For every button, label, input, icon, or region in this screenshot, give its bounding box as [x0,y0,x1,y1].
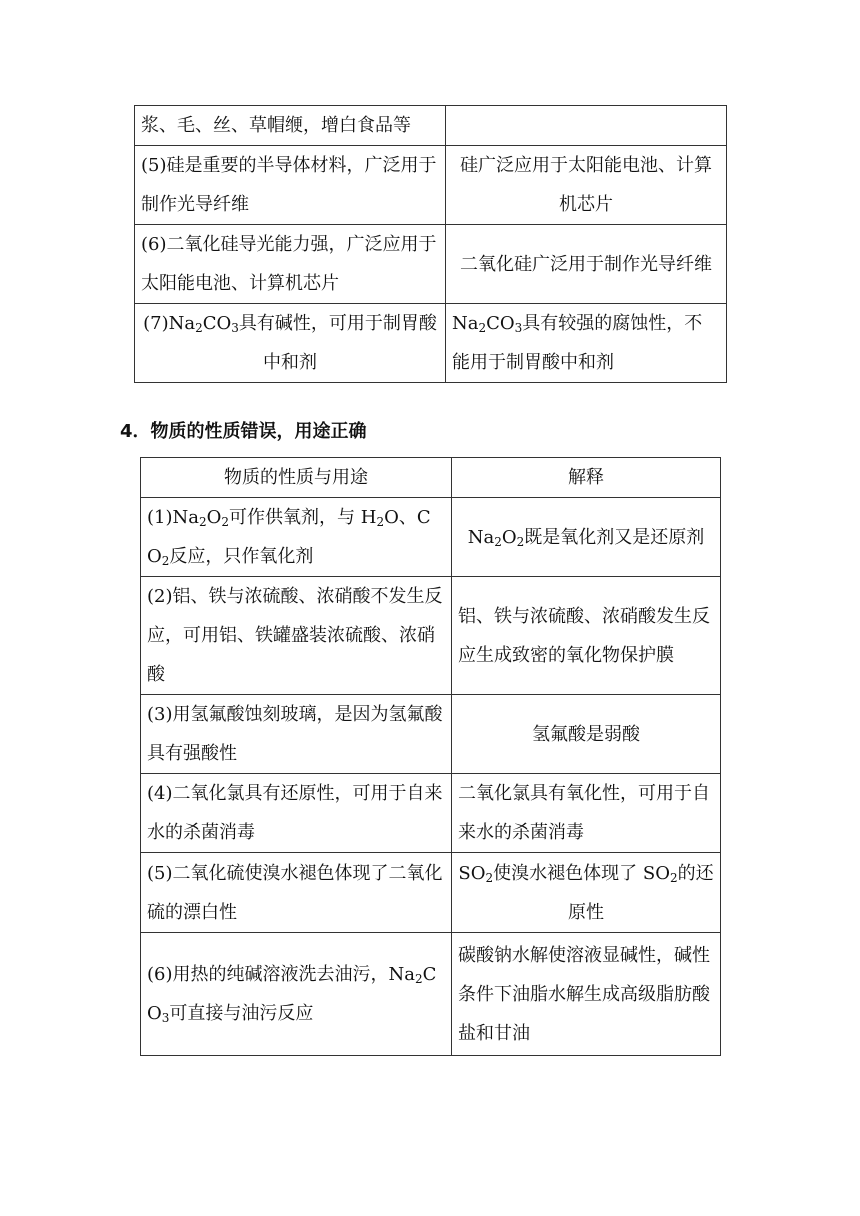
table-cell: (5)硅是重要的半导体材料，广泛用于制作光导纤维 [135,146,446,225]
table-cell: (5)二氧化硫使溴水褪色体现了二氧化硫的漂白性 [141,853,452,933]
table-row [135,304,727,383]
table-cell: (4)二氧化氯具有还原性，可用于自来水的杀菌消毒 [141,774,452,853]
table-cell: 铝、铁与浓硫酸、浓硝酸发生反应生成致密的氧化物保护膜 [452,577,721,695]
table-cell: $(1)Na_2O_2$可作供氧剂，与 $H_2O$、$CO_2$反应，只作氧化剂 [141,498,452,577]
table-cell: 浆、毛、丝、草帽缏，增白食品等 [135,106,446,146]
table-cell-empty [446,106,727,146]
table-row [141,695,721,774]
table-cell: (2)铝、铁与浓硫酸、浓硝酸不发生反应，可用铝、铁罐盛装浓硫酸、浓硝酸 [141,577,452,695]
table-cell: (6)二氧化硅导光能力强，广泛应用于太阳能电池、计算机芯片 [135,225,446,304]
table-cell: (3)用氢氟酸蚀刻玻璃，是因为氢氟酸具有强酸性 [141,695,452,774]
table-cell: $Na_2O_2$既是氧化剂又是还原剂 [452,498,721,577]
table-cell: $Na_2CO_3$具有较强的腐蚀性，不能用于制胃酸中和剂 [446,304,727,383]
table-row [135,106,727,146]
table-cell: $SO_2$使溴水褪色体现了 $SO_2$的还原性 [452,853,721,933]
table-row [135,225,727,304]
table-header-cell: 解释 [452,458,721,498]
table-row [141,577,721,695]
table-row [141,853,721,933]
table-header-row [141,458,721,498]
table-cell: 硅广泛应用于太阳能电池、计算机芯片 [446,146,727,225]
table-cell: (6)用热的纯碱溶液洗去油污，$Na_2CO_3$可直接与油污反应 [141,933,452,1056]
table-row [141,933,721,1056]
table-cell: 碳酸钠水解使溶液显碱性，碱性条件下油脂水解生成高级脂肪酸盐和甘油 [452,933,721,1056]
table-continued [134,105,727,383]
table-cell: 二氧化氯具有氧化性，可用于自来水的杀菌消毒 [452,774,721,853]
table-row [141,498,721,577]
table-cell: 二氧化硅广泛用于制作光导纤维 [446,225,727,304]
table-cell: 氢氟酸是弱酸 [452,695,721,774]
table-row [141,774,721,853]
section-heading: 4．物质的性质错误，用途正确 [120,421,367,442]
table-header-cell: 物质的性质与用途 [141,458,452,498]
table-row [135,146,727,225]
properties-table [140,457,721,1056]
table-cell: $(7)Na_2CO_3$具有碱性，可用于制胃酸中和剂 [135,304,446,383]
